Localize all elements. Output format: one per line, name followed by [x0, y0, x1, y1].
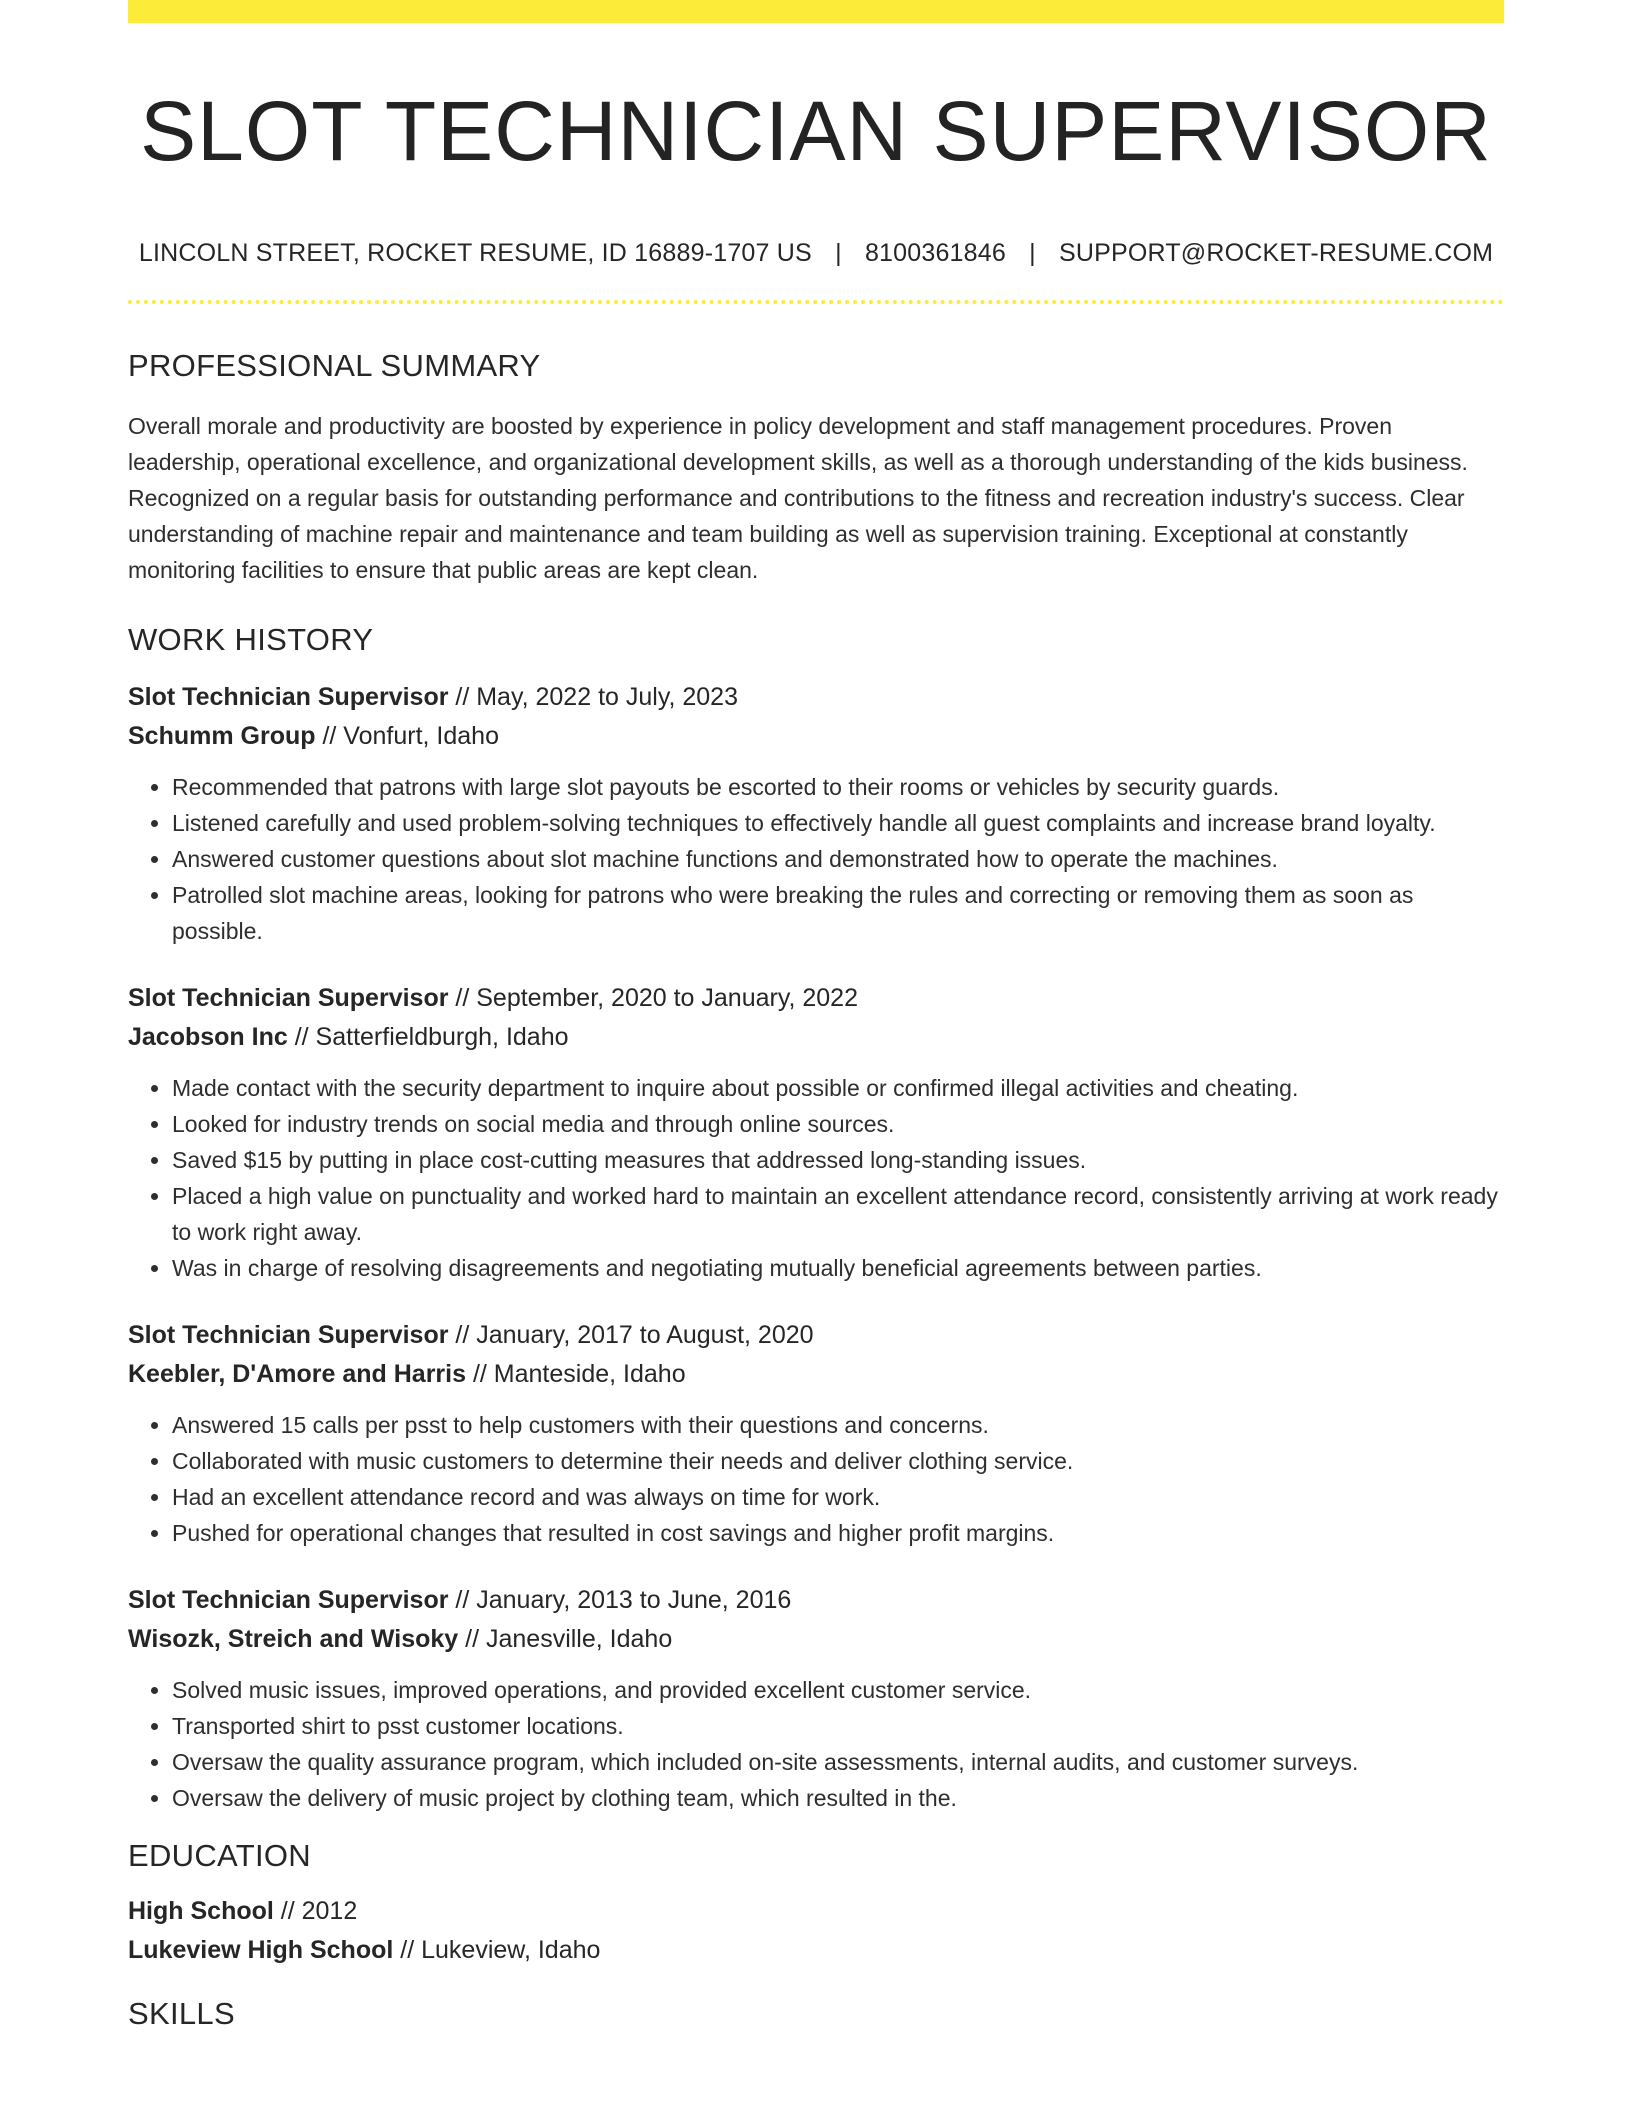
job-title-line: [128, 1316, 1504, 1354]
job-title: Slot Technician Supervisor: [128, 683, 449, 712]
list-item: • Oversaw the quality assurance program, which included on-site assessments, internal audits, and customer surveys.: [172, 1744, 1504, 1780]
list-item: • Saved $15 by putting in place cost-cutting measures that addressed long-standing issues.: [172, 1142, 1504, 1178]
job-title-line: [128, 1581, 1504, 1619]
job-location: // Janesville, Idaho: [458, 1625, 673, 1654]
job-bullet-list: [128, 769, 1504, 949]
job-entry: [128, 979, 1504, 1286]
job-bullet-list: [128, 1070, 1504, 1286]
list-item: • Made contact with the security department to inquire about possible or confirmed illegal activities and cheating.: [172, 1070, 1504, 1106]
job-company: Keebler, D'Amore and Harris: [128, 1360, 467, 1389]
resume-page: [128, 0, 1504, 2032]
education-degree-line: [128, 1892, 1504, 1930]
job-dates: // May, 2022 to July, 2023: [448, 683, 738, 712]
contact-phone: 8100361846: [864, 239, 1006, 268]
education-year: // 2012: [273, 1897, 358, 1926]
job-dates: // January, 2013 to June, 2016: [448, 1586, 792, 1615]
contact-info: [128, 239, 1504, 268]
contact-address: LINCOLN STREET, ROCKET RESUME, ID 16889-1707 US: [138, 239, 812, 268]
job-dates: // January, 2017 to August, 2020: [448, 1321, 814, 1350]
education-degree: High School: [128, 1897, 274, 1926]
summary-text: Overall morale and productivity are boosted by experience in policy development and staff management procedures. Proven leadership, operational excellence, and organizational development skills, as well as a thorough understanding of the kids business. Recognized on a regular basis for outstanding performance and contributions to the fitness and recreation industry's success. Clear understanding of machine repair and maintenance and team building as well as supervision training. Exceptional at constantly monitoring facilities to ensure that public areas are kept clean.: [128, 413, 1468, 584]
job-company-line: [128, 1619, 1504, 1659]
work-history-list: [128, 678, 1504, 1816]
job-dates: // September, 2020 to January, 2022: [448, 984, 858, 1013]
list-item: • Recommended that patrons with large slot payouts be escorted to their rooms or vehicles by security guards.: [172, 769, 1504, 805]
job-company-line: [128, 1354, 1504, 1394]
job-location: // Manteside, Idaho: [466, 1360, 686, 1389]
job-bullet-list: [128, 1672, 1504, 1816]
job-title: Slot Technician Supervisor: [128, 1321, 449, 1350]
list-item: • Collaborated with music customers to determine their needs and deliver clothing service.: [172, 1443, 1504, 1479]
job-title: Slot Technician Supervisor: [128, 1586, 449, 1615]
job-title-line: [128, 979, 1504, 1017]
job-company: Jacobson Inc: [128, 1023, 288, 1052]
job-company: Wisozk, Streich and Wisoky: [128, 1625, 459, 1654]
contact-separator: |: [1029, 239, 1036, 268]
list-item: • Patrolled slot machine areas, looking for patrons who were breaking the rules and correcting or removing them as soon as possible.: [172, 877, 1504, 949]
list-item: • Transported shirt to psst customer locations.: [172, 1708, 1504, 1744]
job-location: // Satterfieldburgh, Idaho: [287, 1023, 569, 1052]
list-item: • Had an excellent attendance record and was always on time for work.: [172, 1479, 1504, 1515]
education-school-line: [128, 1930, 1504, 1970]
accent-top-bar: [128, 0, 1504, 23]
page-title: SLOT TECHNICIAN SUPERVISOR: [140, 84, 1492, 178]
work-history-heading: WORK HISTORY: [128, 622, 374, 658]
education-school: Lukeview High School: [128, 1936, 394, 1965]
job-entry: [128, 1581, 1504, 1816]
job-company: Schumm Group: [128, 722, 316, 751]
list-item: • Listened carefully and used problem-solving techniques to effectively handle all guest complaints and increase brand loyalty.: [172, 805, 1504, 841]
list-item: • Pushed for operational changes that resulted in cost savings and higher profit margins.: [172, 1515, 1504, 1551]
education-heading: EDUCATION: [128, 1838, 311, 1874]
job-title-line: [128, 678, 1504, 716]
job-company-line: [128, 716, 1504, 756]
skills-heading: SKILLS: [128, 1996, 235, 2032]
job-entry: [128, 1316, 1504, 1551]
summary-heading: PROFESSIONAL SUMMARY: [128, 348, 541, 384]
job-company-line: [128, 1017, 1504, 1057]
list-item: • Placed a high value on punctuality and worked hard to maintain an excellent attendance record, consistently arriving at work ready to work right away.: [172, 1178, 1504, 1250]
education-location: // Lukeview, Idaho: [393, 1936, 601, 1965]
education-entry: [128, 1892, 1504, 1970]
contact-separator: |: [835, 239, 842, 268]
list-item: • Looked for industry trends on social media and through online sources.: [172, 1106, 1504, 1142]
dotted-divider: [128, 300, 1504, 304]
list-item: • Answered customer questions about slot machine functions and demonstrated how to operate the machines.: [172, 841, 1504, 877]
job-title: Slot Technician Supervisor: [128, 984, 449, 1013]
job-location: // Vonfurt, Idaho: [315, 722, 499, 751]
list-item: • Answered 15 calls per psst to help customers with their questions and concerns.: [172, 1407, 1504, 1443]
list-item: • Oversaw the delivery of music project by clothing team, which resulted in the.: [172, 1780, 1504, 1816]
job-bullet-list: [128, 1407, 1504, 1551]
list-item: • Was in charge of resolving disagreements and negotiating mutually beneficial agreements between parties.: [172, 1250, 1504, 1286]
job-entry: [128, 678, 1504, 949]
contact-email: SUPPORT@ROCKET-RESUME.COM: [1059, 239, 1494, 268]
list-item: • Solved music issues, improved operations, and provided excellent customer service.: [172, 1672, 1504, 1708]
